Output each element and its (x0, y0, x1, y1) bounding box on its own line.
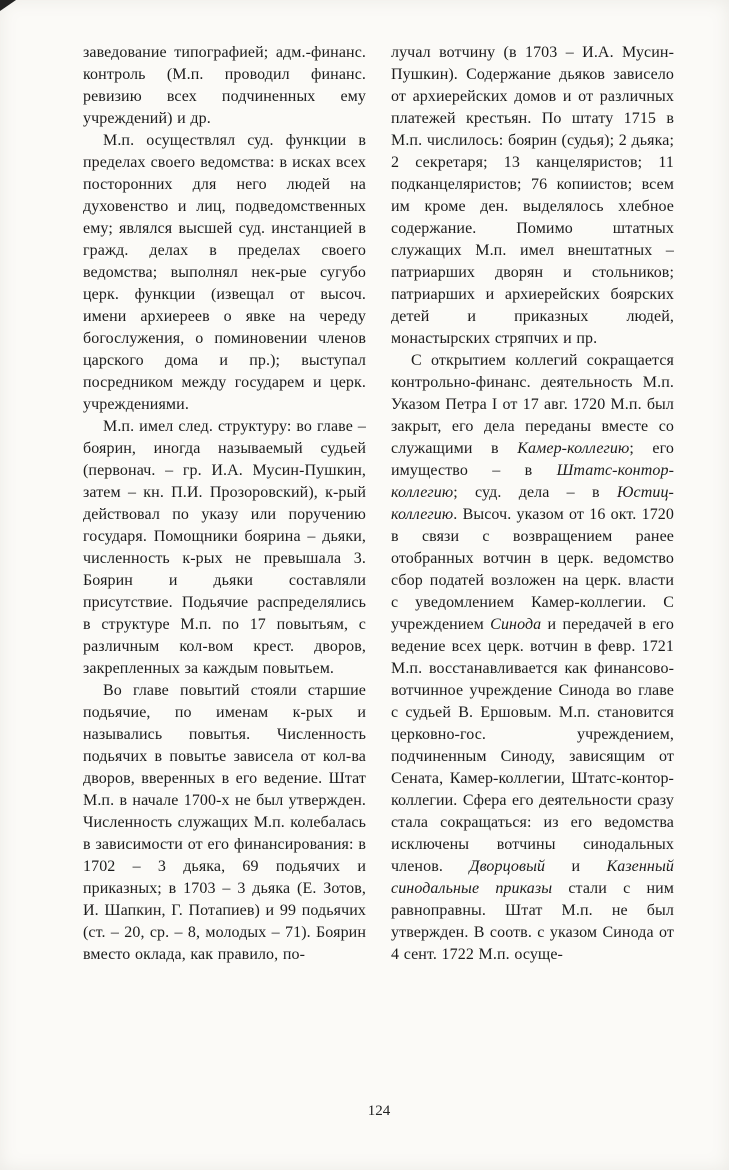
text-block (83, 42, 675, 1100)
text-segment: ; его имущество – в (391, 440, 674, 479)
text-segment: и (545, 858, 607, 875)
italic-term: Дворцовый (469, 858, 546, 875)
text-segment: ; суд. дела – в (453, 484, 617, 501)
text-segment: лучал вотчину (в 1703 – И.А. Мусин-Пушкин). Содержание дьяков зависело от архиерейских домов и от различных платежей крестьян. По штату 1715 в М.п. числилось: боярин (судья); 2 дьяка; 2 секретаря; 13 канцеляристов; 11 подканцеляристов; 76 копиистов; всем им кроме ден. выделялось хлебное содержание. Помимо штатных служащих М.п. имел внештатных – патриарших дворян и стольников; патриарших и архиерейских боярских детей и приказных людей, монастырских стряпчих и пр. (391, 44, 674, 347)
text-segment: стали с ним равноправны. Штат М.п. не был утвержден. В соотв. с указом Синода от 4 сент. 1722 М.п. осуще- (391, 880, 674, 963)
text-segment: Во главе повытий стояли старшие подьячие, по именам к-рых и назывались повытья. Численность подьячих в повытье зависела от кол-ва дворов, вверенных в его ведение. Штат М.п. в начале 1700-х не был утвержден. Численность служащих М.п. колебалась в зависимости от его финансирования: в 1702 – 3 дьяка, 69 подьячих и приказных; в 1703 – 3 дьяка (Е. Зотов, И. Шапкин, Г. Потапиев) и 99 подьячих (ст. – 20, ср. – 8, молодых – 71). Боярин вместо оклада, как правило, по- (83, 682, 366, 963)
paragraph (391, 42, 674, 350)
paragraph (83, 42, 366, 130)
text-segment: С открытием коллегий сокращается контрольно-финанс. деятельность М.п. Указом Петра I от 17 авг. 1720 М.п. был закрыт, его дела переданы вместе со служащими в (391, 352, 674, 457)
text-segment: . Высоч. указом от 16 окт. 1720 в связи с возвращением ранее отобранных вотчин в церк. ведомство сбор податей возложен на церк. власти с уведомлением Камер-коллегии. С учреждением (391, 506, 674, 633)
text-segment: М.п. осуществлял суд. функции в пределах своего ведомства: в исках всех посторонних для него людей на духовенство и лиц, подведомственных ему; являлся высшей суд. инстанцией в гражд. делах в пределах своего ведомства; выполнял нек-рые сугубо церк. функции (извещал от высоч. имени архиереев о явке на череду богослужения, о поминовении членов царского дома и пр.); выступал посредником между государем и церк. учреждениями. (83, 132, 366, 413)
paragraph (391, 350, 674, 966)
column-right (391, 42, 674, 1100)
scan-corner-artifact (0, 0, 16, 11)
paragraph (83, 130, 366, 416)
paragraph (83, 416, 366, 680)
italic-term: Камер-коллегию (517, 440, 630, 457)
text-segment: заведование типографией; адм.-финанс. контроль (М.п. проводил финанс. ревизию всех подчиненных ему учреждений) и др. (83, 44, 366, 127)
page-number: 124 (367, 1103, 391, 1119)
italic-term: Юстиц-коллегию (391, 484, 674, 523)
paragraph (83, 680, 366, 966)
column-left (83, 42, 366, 1100)
text-segment: и передачей в его ведение всех церк. вотчин в февр. 1721 М.п. восстанавливается как финансово-вотчинное учреждение Синода во главе с судьей В. Ершовым. М.п. становится церковно-гос. учреждением, подчиненным Синоду, зависящим от Сената, Камер-коллегии, Штатс-контор-коллегии. Сфера его деятельности сразу стала сокращаться: из его ведомства исключены вотчины синодальных членов. (391, 616, 674, 875)
italic-term: Штатс-контор-коллегию (391, 462, 674, 501)
italic-term: Синода (490, 616, 542, 633)
italic-term: Казенный синодальные приказы (391, 858, 674, 897)
text-segment: М.п. имел след. структуру: во главе – боярин, иногда называемый судьей (первонач. – гр. И.А. Мусин-Пушкин, затем – кн. П.И. Прозоровский), к-рый действовал по указу или поручению государя. Помощники боярина – дьяки, численность к-рых не превышала 3. Боярин и дьяки составляли присутствие. Подьячие распределялись в структуре М.п. по 17 повытьям, с различным кол-вом крест. дворов, закрепленных за каждым повытьем. (83, 418, 366, 677)
